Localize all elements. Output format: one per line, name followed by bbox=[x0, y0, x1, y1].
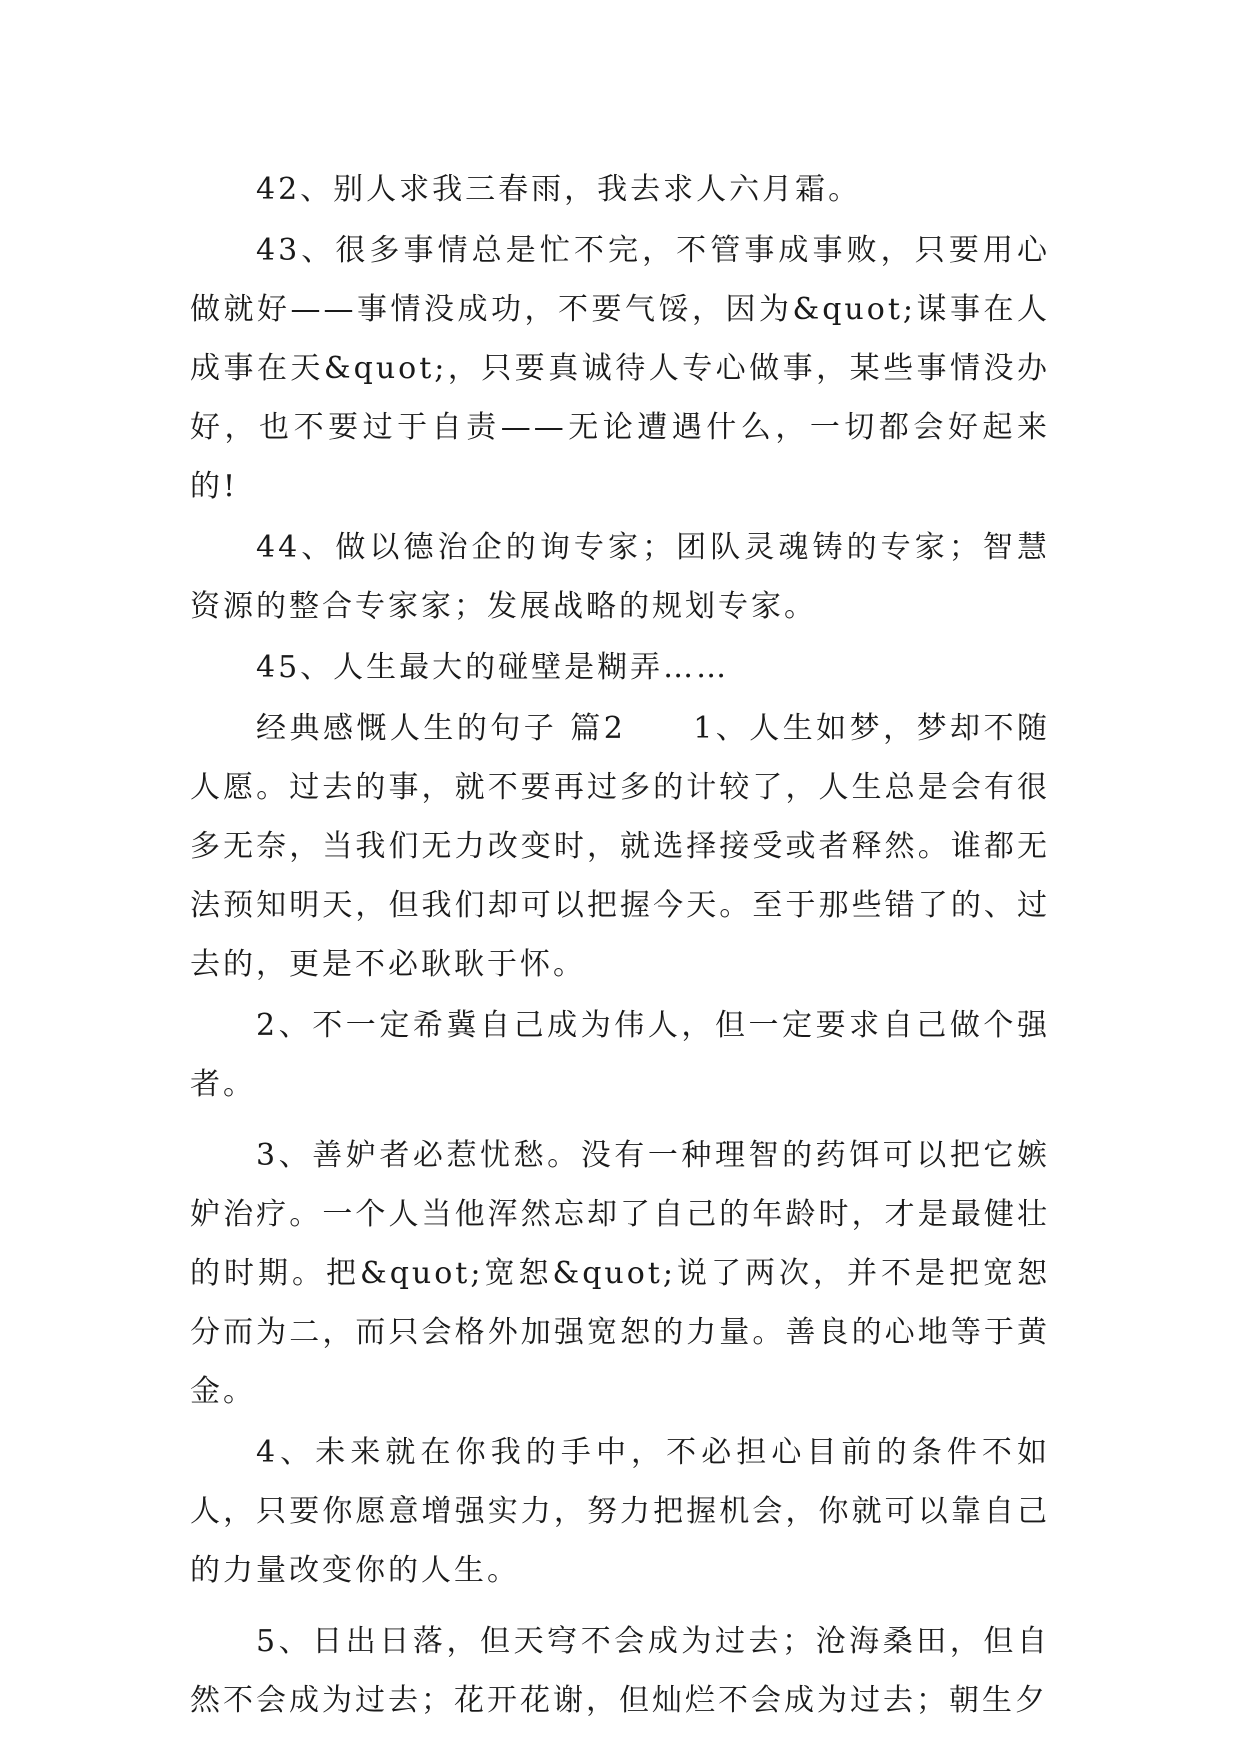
paragraph-43: 43、很多事情总是忙不完，不管事成事败，只要用心做就好——事情没成功，不要气馁，因为&quot;谋事在人成事在天&quot;，只要真诚待人专心做事，某些事情没办好，也不要过于自责——无论遭遇什么，一切都会好起来的! bbox=[190, 233, 1050, 504]
document-body bbox=[190, 160, 1050, 1732]
section-heading-paragraph: 经典感慨人生的句子 篇2 1、人生如梦，梦却不随人愿。过去的事，就不要再过多的计较了，人生总是会有很多无奈，当我们无力改变时，就选择接受或者释然。谁都无法预知明天，但我们却可以把握今天。至于那些错了的、过去的，更是不必耿耿于怀。 bbox=[190, 711, 1050, 982]
paragraph-3: 3、善妒者必惹忧愁。没有一种理智的药饵可以把它嫉妒治疗。一个人当他浑然忘却了自己的年龄时，才是最健壮的时期。把&quot;宽恕&quot;说了两次，并不是把宽恕分而为二，而只会格外加强宽恕的力量。善良的心地等于黄金。 bbox=[190, 1138, 1050, 1409]
paragraph-5: 5、日出日落，但天穹不会成为过去；沧海桑田，但自然不会成为过去；花开花谢，但灿烂不会成为过去；朝生夕 bbox=[190, 1624, 1050, 1718]
paragraph-44: 44、做以德治企的询专家；团队灵魂铸的专家；智慧资源的整合专家家；发展战略的规划专家。 bbox=[190, 530, 1050, 624]
paragraph-4: 4、未来就在你我的手中，不必担心目前的条件不如人，只要你愿意增强实力，努力把握机会，你就可以靠自己的力量改变你的人生。 bbox=[190, 1435, 1050, 1588]
paragraph-45: 45、人生最大的碰壁是糊弄…… bbox=[256, 650, 730, 685]
paragraph-2: 2、不一定希冀自己成为伟人，但一定要求自己做个强者。 bbox=[190, 1008, 1050, 1102]
paragraph-42: 42、别人求我三春雨，我去求人六月霜。 bbox=[256, 172, 862, 207]
